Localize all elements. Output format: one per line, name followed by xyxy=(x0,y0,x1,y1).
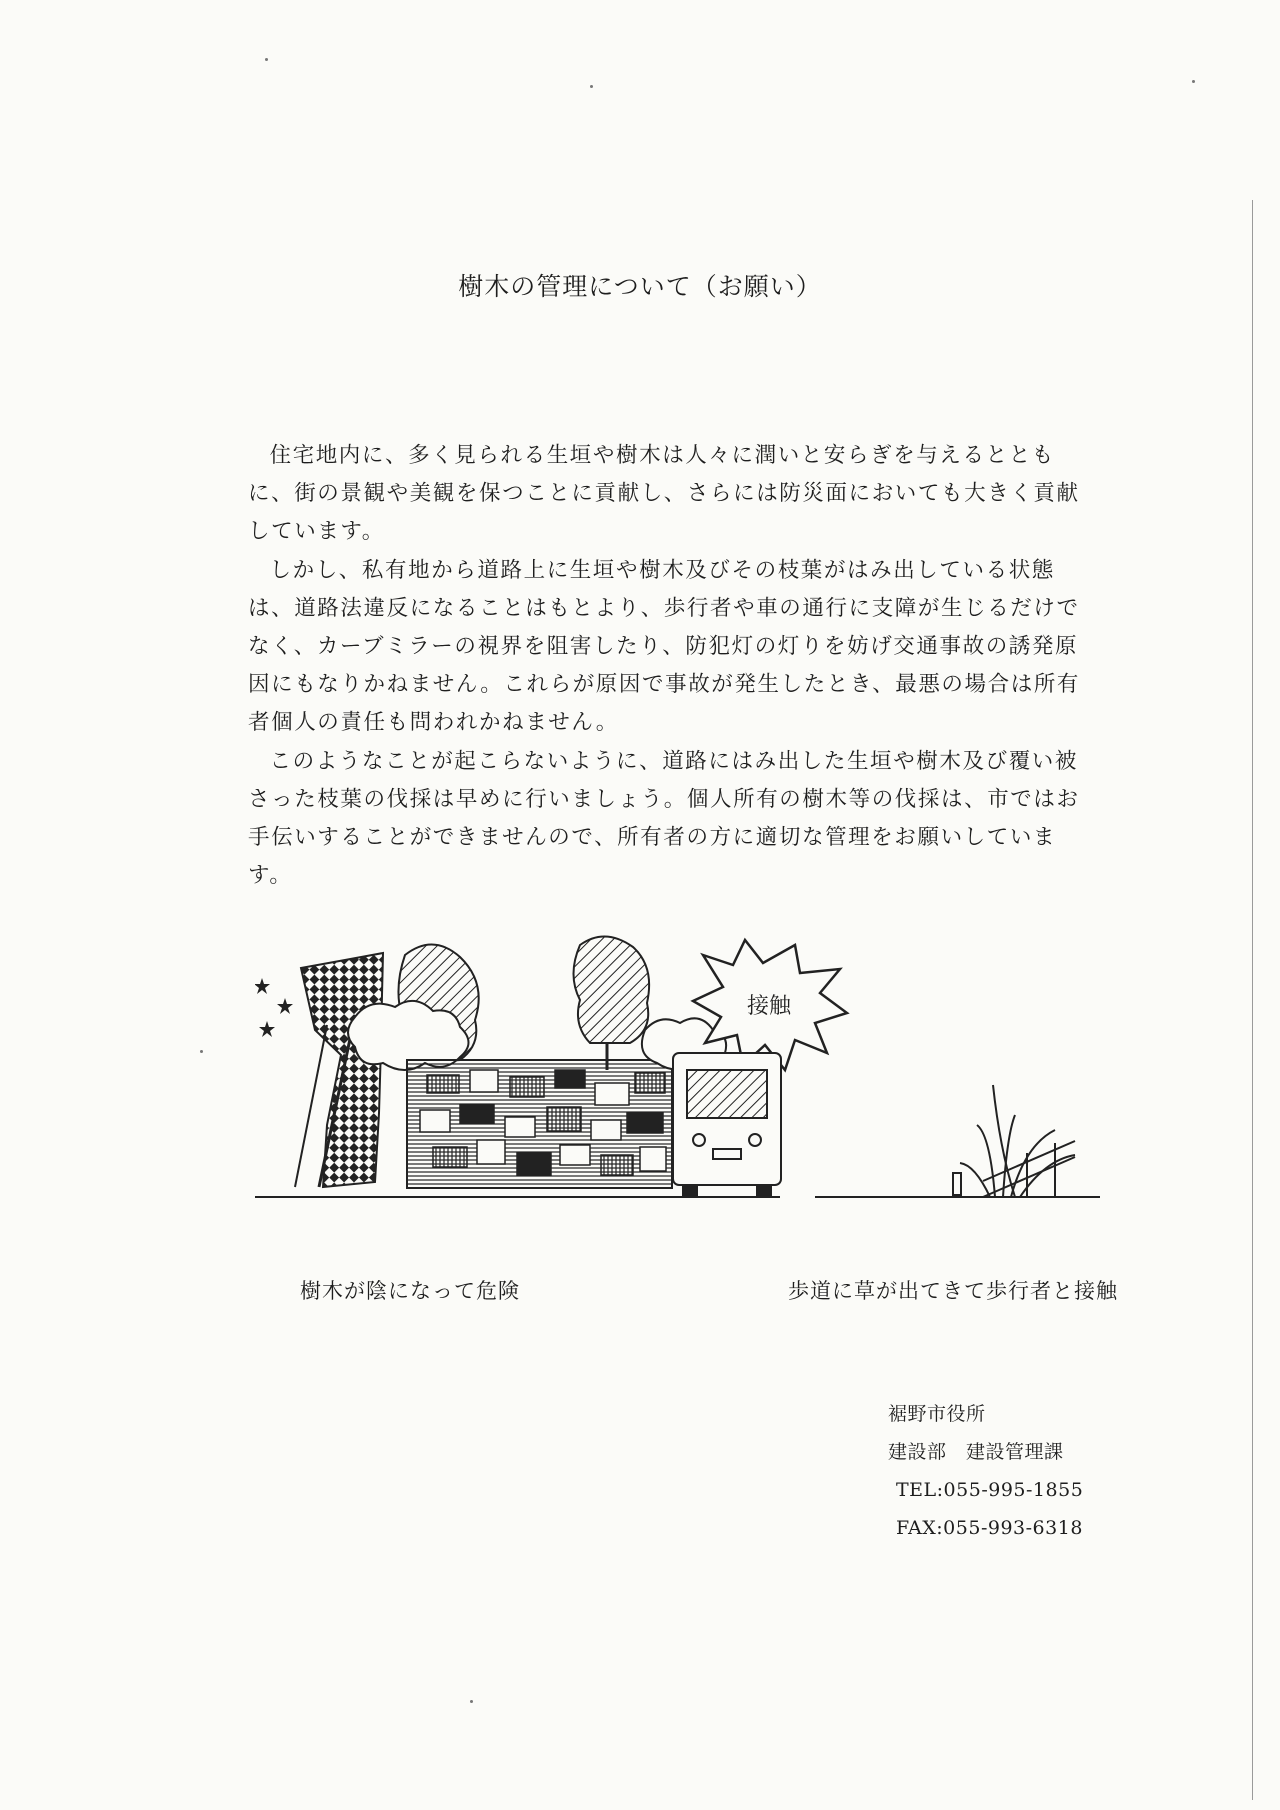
contact-block xyxy=(888,1395,1083,1547)
caption-right: 歩道に草が出てきて歩行者と接触 xyxy=(788,1279,1118,1303)
scan-speck xyxy=(265,58,268,61)
office-name: 裾野市役所 xyxy=(888,1403,986,1425)
grass-drawing xyxy=(960,1085,1075,1197)
fax-number: FAX:055-993-6318 xyxy=(896,1517,1083,1539)
scan-edge-line xyxy=(1252,200,1253,1800)
roadside-illustration xyxy=(255,935,1115,1260)
burst-label: 接触 xyxy=(746,994,792,1019)
document-title: 樹木の管理について（お願い） xyxy=(458,272,822,301)
department-name: 建設部 建設管理課 xyxy=(888,1441,1064,1463)
bus-drawing xyxy=(673,1053,781,1197)
document-body xyxy=(248,437,1098,895)
scan-speck xyxy=(1192,80,1195,83)
caption-left: 樹木が陰になって危険 xyxy=(300,1279,520,1303)
tel-number: TEL:055-995-1855 xyxy=(896,1479,1084,1501)
paragraph-1: 住宅地内に、多く見られる生垣や樹木は人々に潤いと安らぎを与えるとともに、街の景観や美観を保つことに貢献し、さらには防災面においても大きく貢献しています。 xyxy=(248,443,1080,545)
paragraph-3: このようなことが起こらないように、道路にはみ出した生垣や樹木及び覆い被さった枝葉の伐採は早めに行いましょう。個人所有の樹木等の伐採は、市ではお手伝いすることができませんので、所有者の方に適切な管理をお願いしています。 xyxy=(248,748,1080,889)
star-marks xyxy=(255,978,293,1037)
paragraph-2: しかし、私有地から道路上に生垣や樹木及びその枝葉がはみ出している状態は、道路法違反になることはもとより、歩行者や車の通行に支障が生じるだけでなく、カーブミラーの視界を阻害したり、防犯灯の灯りを妨げ交通事故の誘発原因にもなりかねません。これらが原因で事故が発生したとき、最悪の場合は所有者個人の責任も問われかねません。 xyxy=(248,557,1081,736)
scan-speck xyxy=(590,85,593,88)
scan-speck xyxy=(470,1700,473,1703)
scan-speck xyxy=(200,1050,203,1053)
